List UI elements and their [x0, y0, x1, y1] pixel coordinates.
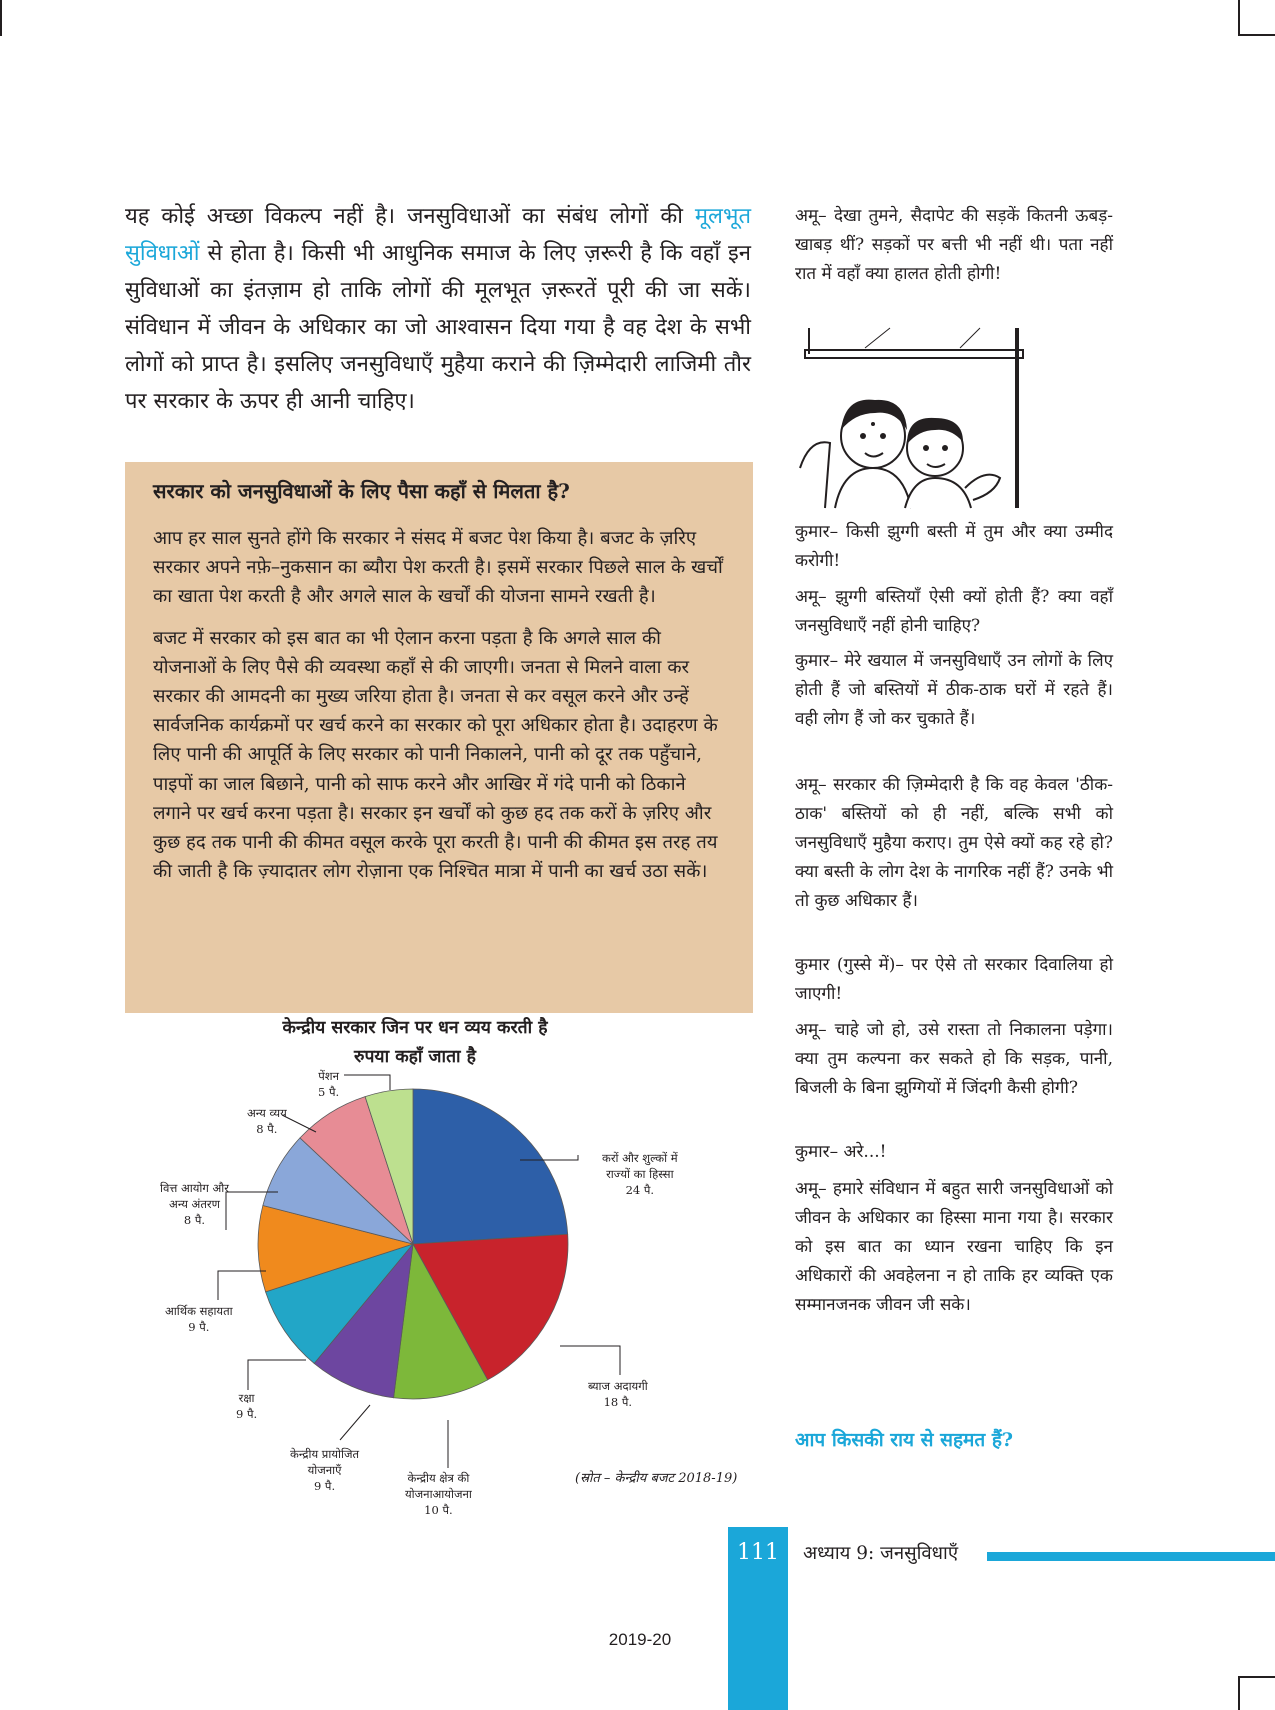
leader-line: [218, 1271, 266, 1300]
dialogue-2: कुमार– किसी झुग्गी बस्ती में तुम और क्या उम्मीद करोगी!: [795, 522, 1113, 571]
label-states-value: 24 पै.: [625, 1183, 655, 1197]
dialogue-5: अमू– सरकार की ज़िम्मेदारी है कि वह केवल 'ठीक-ठाक' बस्तियों को ही नहीं, बल्कि सभी को जनसुविधाएँ मुहैया कराए। तुम ऐसे क्यों कह रहे हो? क्या बस्ती के लोग देश के नागरिक नहीं हैं? उनके भी तो कुछ अधिकार हैं।: [795, 775, 1113, 911]
label-central-line1: केन्द्रीय क्षेत्र की: [407, 1471, 470, 1485]
label-central-sector: [405, 1470, 472, 1518]
label-finance-line2: अन्य अंतरण: [169, 1197, 220, 1211]
label-states-line2: राज्यों का हिस्सा: [606, 1167, 674, 1181]
leader-line: [344, 1075, 390, 1090]
girl-body: [835, 468, 911, 508]
label-central-value: 10 पै.: [424, 1503, 453, 1517]
illus-glare: [865, 328, 890, 348]
crop-mark: [1238, 34, 1275, 36]
leader-line: [340, 1405, 370, 1440]
leader-line: [560, 1346, 620, 1375]
info-box-para-1: आप हर साल सुनते होंगे कि सरकार ने संसद में बजट पेश किया है। बजट के ज़रिए सरकार अपने नफ़े–नुकसान का ब्यौरा पेश करती है। इसमें सरकार पिछले साल के खर्चों का खाता पेश करती है और अगले साल के खर्चों की योजना सामने रखती है।: [153, 528, 723, 608]
label-central-line2: योजनाआयोजना: [405, 1487, 472, 1501]
girl-eye: [880, 433, 886, 439]
footer-year: 2019-20: [608, 1630, 672, 1649]
label-subsidy: [165, 1303, 233, 1335]
chapter-bar: [987, 1552, 1275, 1561]
boy-eye: [942, 445, 948, 451]
label-finance-value: 8 पै.: [183, 1213, 206, 1227]
boy-body: [905, 478, 971, 508]
seat-edge: [800, 442, 830, 508]
boy-hand: [965, 475, 1000, 500]
dialogue-6: कुमार (गुस्से में)– पर ऐसे तो सरकार दिवालिया हो जाएगी!: [795, 955, 1113, 1004]
main-text-after: से होता है। किसी भी आधुनिक समाज के लिए ज़रूरी है कि वहाँ इन सुविधाओं का इंतज़ाम हो ताकि लोगों की मूलभूत ज़रूरतें पूरी की जा सकें। संविधान में जीवन के अधिकार का जो आश्वासन दिया गया है वह देश के सभी लोगों को प्राप्त है। इसलिए जनसुविधाएँ मुहैया कराने की ज़िम्मेदारी लाजिमी तौर पर सरकार के ऊपर ही आनी चाहिए।: [125, 241, 751, 414]
chart-subtitle: रुपया कहाँ जाता है: [354, 1047, 476, 1067]
label-interest-value: 18 पै.: [603, 1395, 633, 1409]
info-box-heading: सरकार को जनसुविधाओं के लिए पैसा कहाँ से मिलता है?: [153, 479, 570, 503]
chart-source: (स्रोत – केन्द्रीय बजट 2018-19): [575, 1471, 738, 1486]
boy-eye: [923, 445, 929, 451]
label-states-line1: करों और शुल्कों में: [602, 1151, 678, 1165]
label-pension: [318, 1068, 339, 1100]
label-css-value: 9 पै.: [313, 1479, 336, 1493]
dialogue-1: अमू– देखा तुमने, सैदापेट की सड़कें कितनी ऊबड़-खाबड़ थीं? सड़कों पर बत्ती भी नहीं थी। पता नहीं रात में वहाँ क्या हालत होती होगी!: [795, 206, 1113, 284]
label-css-line2: योजनाएँ: [307, 1463, 342, 1477]
label-css: [290, 1446, 359, 1494]
dialogue-8: कुमार– अरे...!: [795, 1142, 887, 1162]
label-finance-commission: [160, 1180, 229, 1228]
discussion-question: आप किसकी राय से सहमत हैं?: [795, 1429, 1014, 1451]
label-interest-name: ब्याज अदायगी: [588, 1379, 648, 1393]
girl-eye: [860, 433, 866, 439]
label-pension-name: पेंशन: [318, 1069, 339, 1083]
dialogue-9: अमू– हमारे संविधान में बहुत सारी जनसुविधाओं को जीवन के अधिकार का हिस्सा माना गया है। सरकार को इस बात का ध्यान रखना चाहिए कि इन अधिकारों की अवहेलना न हो ताकि हर व्यक्ति एक सम्मानजनक जीवन जी सके।: [795, 1179, 1113, 1315]
children-illustration: [795, 318, 1035, 510]
dialogue-4: कुमार– मेरे खयाल में जनसुविधाएँ उन लोगों के लिए होती हैं जो बस्तियों में ठीक-ठाक घरों में रहते हैं। वही लोग हैं जो कर चुकाते हैं।: [795, 651, 1113, 729]
label-interest: [588, 1378, 648, 1410]
label-pension-value: 5 पै.: [318, 1085, 340, 1099]
crop-mark: [1238, 0, 1240, 36]
crop-mark: [1238, 1676, 1240, 1710]
label-other-expenditure: [247, 1105, 287, 1137]
illus-window-frame: [805, 350, 1023, 358]
leader-line: [248, 1360, 306, 1390]
dialogue-3: अमू– झुग्गी बस्तियाँ ऐसी क्यों होती हैं? क्या वहाँ जनसुविधाएँ नहीं होनी चाहिए?: [795, 587, 1113, 636]
girl-bindi: [871, 422, 875, 426]
label-states-share: [602, 1150, 678, 1198]
label-css-line1: केन्द्रीय प्रायोजित: [290, 1447, 360, 1461]
label-defence-name: रक्षा: [238, 1391, 255, 1405]
pie-slice-1: [413, 1089, 568, 1244]
main-text-before: यह कोई अच्छा विकल्प नहीं है। जनसुविधाओं का संबंध लोगों की: [125, 204, 695, 229]
crop-mark: [1238, 1676, 1275, 1678]
label-subsidy-value: 9 पै.: [188, 1320, 210, 1334]
chart-title-line1: केन्द्रीय सरकार जिन पर धन व्यय करती है: [282, 1018, 548, 1038]
leader-line: [282, 1115, 316, 1132]
info-box-para-2: बजट में सरकार को इस बात का भी ऐलान करना पड़ता है कि अगले साल की योजनाओं के लिए पैसे की व्यवस्था कहाँ से की जाएगी। जनता से मिलने वाला कर सरकार की आमदनी का मुख्य जरिया होता है। जनता से कर वसूल करने और उन्हें सार्वजनिक कार्यक्रमों पर खर्च करने का सरकार को पूरा अधिकार होता है। उदाहरण के लिए पानी की आपूर्ति के लिए सरकार को पानी निकालने, पानी को दूर तक पहुँचाने, पाइपों का जाल बिछाने, पानी को साफ करने और आखिर में गंदे पानी को ठिकाने लगाने पर खर्च करना पड़ता है। सरकार इन खर्चों को कुछ हद तक करों के ज़रिए और कुछ हद तक पानी की कीमत वसूल करके पूरा करती है। पानी की कीमत इस तरह तय की जाती है कि ज़्यादातर लोग रोज़ाना एक निश्चित मात्रा में पानी का खर्च उठा सकें।: [153, 627, 718, 883]
page-number: 111: [737, 1540, 779, 1565]
keyword-highlight: मूलभूत सुविधाओं: [125, 204, 751, 266]
illus-glare: [960, 328, 980, 348]
label-defence-value: 9 पै.: [236, 1407, 258, 1421]
chapter-title: अध्याय 9: जनसुविधाएँ: [803, 1543, 959, 1564]
dialogue-7: अमू– चाहे जो हो, उसे रास्ता तो निकालना पड़ेगा। क्या तुम कल्पना कर सकते हो कि सड़क, पानी, बिजली के बिना झुग्गियों में जिंदगी कैसी होगी?: [795, 1020, 1113, 1098]
label-finance-line1: वित्त आयोग और: [160, 1181, 229, 1195]
label-subsidy-name: आर्थिक सहायता: [165, 1304, 233, 1318]
label-defence: [236, 1390, 257, 1422]
label-other-value: 8 पै.: [256, 1122, 278, 1136]
label-other-name: अन्य व्यय: [247, 1106, 287, 1120]
